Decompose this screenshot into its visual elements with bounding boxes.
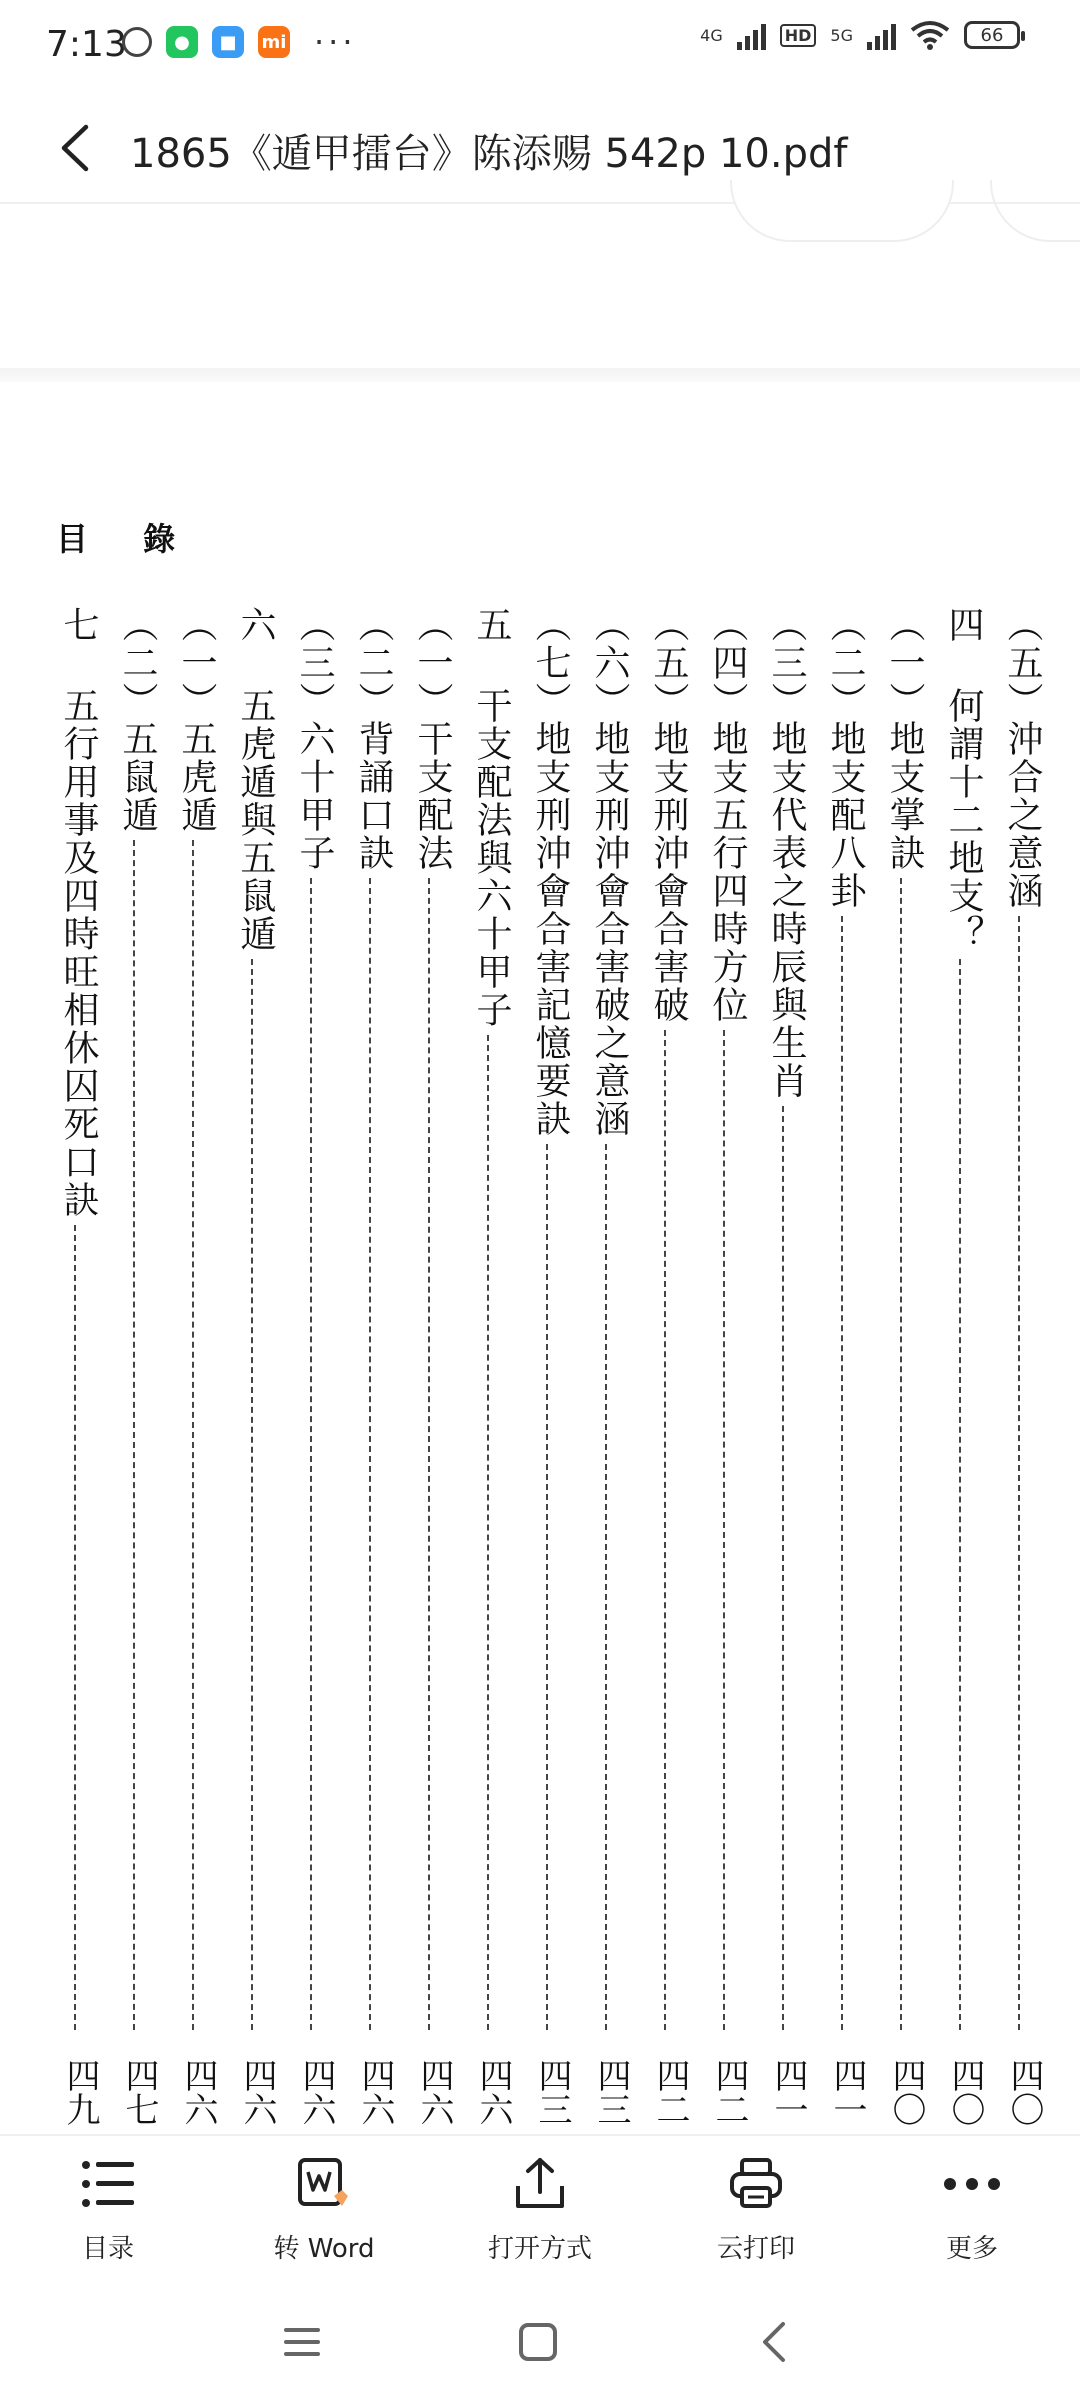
- toolbar-cloud-print-button[interactable]: [666, 2154, 846, 2265]
- toolbar-more-button[interactable]: [882, 2154, 1062, 2265]
- toc-entry[interactable]: [642, 606, 688, 2126]
- toc-page-number: 四二: [709, 2058, 749, 2126]
- toc-entry[interactable]: [878, 606, 924, 2126]
- toolbar-word-button[interactable]: [234, 2154, 414, 2265]
- printer-icon: [726, 2154, 786, 2214]
- toc-entry-title: （七）地支刑沖會合害記憶要訣: [530, 606, 571, 1138]
- toc-page-number: 四〇: [886, 2058, 926, 2126]
- toc-entry-title: （五）沖合之意涵: [1002, 606, 1043, 910]
- toolbar-toc-label: 目录: [81, 2234, 134, 2264]
- toc-entry-title: （三）地支代表之時辰與生肖: [766, 606, 807, 1100]
- toc-entry-title: （二）背誦口訣: [353, 606, 394, 872]
- more-notifications-icon: ···: [314, 23, 357, 61]
- toc-entry[interactable]: [52, 606, 98, 2126]
- toc-entry-title: （五）地支刑沖會合害破: [648, 606, 689, 1024]
- toc-entry[interactable]: [406, 606, 452, 2126]
- toc-leader-line: [310, 878, 312, 2030]
- battery-level: 66: [980, 24, 1004, 46]
- toc-entry[interactable]: [111, 606, 157, 2126]
- toc-entry[interactable]: [524, 606, 570, 2126]
- toc-page-number: 四六: [355, 2058, 395, 2126]
- status-bar: [0, 0, 1080, 96]
- toc-entry-title: （六）地支刑沖會合害破之意涵: [589, 606, 630, 1138]
- status-time: 7:13: [46, 24, 127, 65]
- toc-entry-title: （二）五鼠遁: [117, 606, 158, 834]
- toc-leader-line: [664, 1030, 666, 2030]
- home-icon: [518, 2322, 558, 2362]
- wechat-icon: ●: [166, 26, 198, 58]
- toolbar-open-with-label: 打开方式: [487, 2234, 592, 2264]
- toc-heading: 目 錄: [56, 520, 198, 558]
- signal-icon: [737, 20, 766, 50]
- toc-entry-title: 七 五行用事及四時旺相休囚死口訣: [58, 606, 99, 1219]
- toc-entry[interactable]: [288, 606, 334, 2126]
- toc-entry-title: 五 干支配法與六十甲子: [471, 606, 512, 1029]
- toc-leader-line: [192, 840, 194, 2030]
- status-notification-icons: [122, 23, 357, 61]
- wifi-icon: [910, 20, 950, 50]
- chevron-left-icon: [56, 123, 96, 173]
- page-separator: [0, 368, 1080, 382]
- toc-entry-title: 六 五虎遁與五鼠遁: [235, 606, 276, 953]
- toc-page-number: 四〇: [945, 2058, 985, 2126]
- previous-page-edge: [730, 180, 954, 242]
- toc-leader-line: [251, 959, 253, 2030]
- share-upload-icon: [510, 2154, 570, 2214]
- toc-entry-title: （一）五虎遁: [176, 606, 217, 834]
- more-dots-icon: [942, 2154, 1002, 2214]
- toc-page-number: 四二: [650, 2058, 690, 2126]
- toolbar-more-label: 更多: [945, 2234, 998, 2264]
- toc-leader-line: [841, 916, 843, 2030]
- toc-leader-line: [546, 1144, 548, 2030]
- signal-icon-2: [867, 20, 896, 50]
- toc-entry[interactable]: [760, 606, 806, 2126]
- toc-entry-title: （一）地支掌訣: [884, 606, 925, 872]
- toc-leader-line: [900, 878, 902, 2030]
- toc-page-number: 四九: [60, 2058, 100, 2126]
- toc-leader-line: [369, 878, 371, 2030]
- toc-page-number: 四〇: [1004, 2058, 1044, 2126]
- toc-entry-title: （四）地支五行四時方位: [707, 606, 748, 1024]
- toc-entry-title: （三）六十甲子: [294, 606, 335, 872]
- toc-leader-line: [1018, 916, 1020, 2030]
- toc-entry[interactable]: [170, 606, 216, 2126]
- status-system-icons: [700, 20, 1020, 50]
- toc-leader-line: [605, 1144, 607, 2030]
- toc-leader-line: [133, 840, 135, 2030]
- document-title: 1865《遁甲擂台》陈添赐 542p 10.pdf: [130, 131, 848, 177]
- toc-leader-line: [723, 1030, 725, 2030]
- menu-button[interactable]: [272, 2312, 332, 2372]
- toc-page-number: 四三: [532, 2058, 572, 2126]
- toc-entry[interactable]: [937, 606, 983, 2126]
- network-4g-label: 4G: [700, 25, 723, 45]
- toolbar-toc-button[interactable]: [18, 2154, 198, 2265]
- alarm-icon: [122, 27, 152, 57]
- back-icon: [759, 2320, 789, 2364]
- toc-entry[interactable]: [819, 606, 865, 2126]
- toc-leader-line: [74, 1225, 76, 2030]
- toc-entry[interactable]: [465, 606, 511, 2126]
- toc-leader-line: [959, 959, 961, 2030]
- toc-page-number: 四六: [237, 2058, 277, 2126]
- toc-entry-title: 四 何謂十二地支？: [943, 606, 984, 953]
- toc-leader-line: [487, 1035, 489, 2030]
- toc-entry[interactable]: [996, 606, 1042, 2126]
- toc-entry[interactable]: [583, 606, 629, 2126]
- toolbar-cloud-print-label: 云打印: [716, 2234, 795, 2264]
- toc-entry-title: （一）干支配法: [412, 606, 453, 872]
- toolbar-open-with-button[interactable]: [450, 2154, 630, 2265]
- bottom-toolbar: [0, 2134, 1080, 2286]
- toc-page-number: 四一: [768, 2058, 808, 2126]
- chat-app-icon: ■: [212, 26, 244, 58]
- mi-app-icon: mi: [258, 26, 290, 58]
- toc-entry[interactable]: [701, 606, 747, 2126]
- battery-icon: [964, 21, 1020, 49]
- toc-page-number: 四一: [827, 2058, 867, 2126]
- hd-badge: HD: [780, 24, 817, 47]
- toc-page-number: 四六: [414, 2058, 454, 2126]
- word-convert-icon: [294, 2154, 354, 2214]
- list-icon: [78, 2154, 138, 2214]
- network-5g-label: 5G: [830, 25, 853, 45]
- system-nav-bar: [0, 2284, 1080, 2400]
- toc-page-number: 四六: [296, 2058, 336, 2126]
- toc-page-number: 四六: [473, 2058, 513, 2126]
- toc-entry[interactable]: [229, 606, 275, 2126]
- back-button[interactable]: [56, 118, 116, 178]
- pdf-page[interactable]: [0, 384, 1080, 2134]
- home-button[interactable]: [508, 2312, 568, 2372]
- toc-leader-line: [782, 1106, 784, 2030]
- nav-back-button[interactable]: [744, 2312, 804, 2372]
- toc-entry-title: （二）地支配八卦: [825, 606, 866, 910]
- menu-icon: [282, 2324, 322, 2360]
- toc-page-number: 四七: [119, 2058, 159, 2126]
- toolbar-word-label: 转 Word: [273, 2234, 375, 2264]
- toc-leader-line: [428, 878, 430, 2030]
- toc-entry[interactable]: [347, 606, 393, 2126]
- toc-page-number: 四三: [591, 2058, 631, 2126]
- toc-page-number: 四六: [178, 2058, 218, 2126]
